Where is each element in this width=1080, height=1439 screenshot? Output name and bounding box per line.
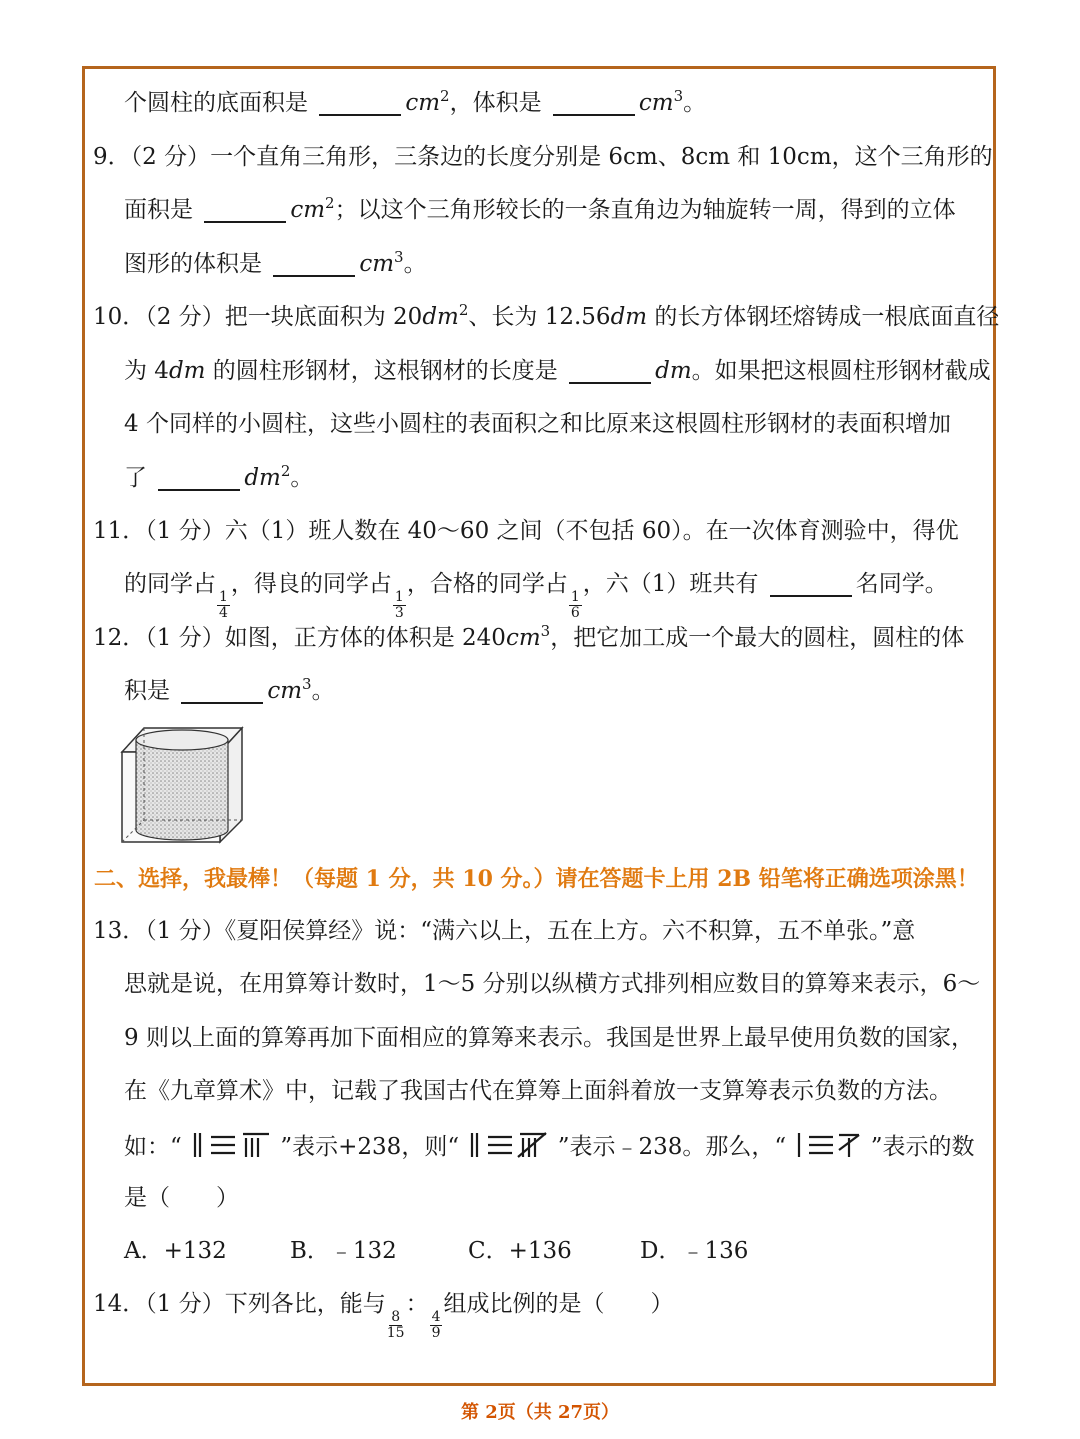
text: （2 分）把一块底面积为 20 — [145, 304, 423, 330]
option-d[interactable]: D．﹣136 — [640, 1238, 749, 1264]
answer-blank[interactable] — [553, 90, 635, 116]
option-c[interactable]: C．+136 — [468, 1238, 572, 1264]
q12-line1 — [93, 623, 964, 653]
fraction — [430, 1310, 443, 1341]
q8-tail — [124, 88, 706, 118]
q13-line1 — [93, 916, 915, 946]
text: 了 — [124, 465, 147, 491]
fraction — [393, 590, 406, 621]
q13-line6 — [124, 1183, 239, 1213]
text: 是（ ） — [124, 1185, 239, 1211]
q10-line1 — [93, 302, 999, 332]
question-number: 13． — [93, 918, 146, 944]
denominator: 15 — [386, 1325, 405, 1341]
text: 个圆柱的底面积是 — [124, 90, 308, 116]
counting-rods-question-icon — [793, 1130, 863, 1160]
option-b[interactable]: B．﹣132 — [290, 1238, 397, 1264]
text: 名同学。 — [855, 571, 948, 597]
q10-line4 — [124, 463, 313, 493]
page-footer: 第 2页（共 27页） — [460, 1402, 620, 1423]
text: 的长方体钢坯熔铸成一根底面直径 — [647, 304, 1000, 330]
text: 。如果把这根圆柱形钢材截成 — [691, 358, 991, 384]
q9-line1 — [93, 142, 993, 172]
option-a[interactable]: A．+132 — [124, 1238, 227, 1264]
exponent: 3 — [302, 675, 312, 693]
unit: cm — [638, 90, 674, 116]
text: ，体积是 — [449, 90, 542, 116]
text: 图形的体积是 — [124, 251, 262, 277]
text: ”表示+238，则“ — [280, 1134, 460, 1160]
text: 组成比例的是（ ） — [443, 1291, 674, 1317]
q10-line3 — [124, 409, 951, 439]
q9-line3 — [124, 249, 427, 279]
text: 。 — [311, 678, 335, 704]
text: ，六（1）班共有 — [582, 571, 759, 597]
denominator: 9 — [431, 1325, 441, 1341]
q13-line2 — [124, 969, 980, 999]
question-number: 10． — [93, 304, 146, 330]
unit: dm — [168, 358, 206, 384]
text: （1 分）六（1）班人数在 40～60 之间（不包括 60）。在一次体育测验中，得优 — [145, 518, 959, 544]
text: 的圆柱形钢材，这根钢材的长度是 — [205, 358, 558, 384]
text: 为 4 — [124, 358, 169, 384]
text: ，合格的同学占 — [406, 571, 568, 597]
cube-cylinder-figure — [116, 724, 246, 846]
fraction — [387, 1310, 405, 1341]
unit: cm — [359, 251, 395, 277]
unit: cm — [505, 625, 541, 651]
counting-rods-plus-238-icon — [189, 1130, 273, 1160]
exponent: 2 — [325, 194, 335, 212]
answer-blank[interactable] — [770, 571, 852, 597]
text: ”表示﹣238。那么，“ — [557, 1134, 787, 1160]
numerator: 1 — [570, 589, 580, 605]
text: 思就是说，在用算筹计数时，1～5 分别以纵横方式排列相应数目的算筹来表示，6～ — [124, 971, 981, 997]
q13-line4 — [124, 1076, 952, 1106]
text: ；以这个三角形较长的一条直角边为轴旋转一周，得到的立体 — [334, 197, 956, 223]
text: 的同学占 — [124, 571, 216, 597]
text: 、长为 12.56 — [468, 304, 611, 330]
answer-blank[interactable] — [181, 678, 263, 704]
q13-line3 — [124, 1023, 974, 1053]
unit: dm — [422, 304, 459, 330]
exponent: 2 — [440, 87, 450, 105]
exponent: 3 — [394, 248, 404, 266]
unit: cm — [405, 90, 441, 116]
text: 。 — [683, 90, 707, 116]
unit: cm — [267, 678, 303, 704]
text: 面积是 — [124, 197, 193, 223]
exponent: 3 — [673, 87, 684, 105]
text: ”表示的数 — [870, 1134, 975, 1160]
answer-blank[interactable] — [569, 358, 651, 384]
numerator: 4 — [431, 1309, 441, 1325]
denominator: 6 — [570, 605, 580, 621]
exponent: 3 — [540, 622, 551, 640]
fraction — [569, 590, 582, 621]
denominator: 3 — [394, 605, 404, 621]
text: 9 则以上面的算筹再加下面相应的算筹来表示。我国是世界上最早使用负数的国家， — [124, 1025, 974, 1051]
q12-line2 — [124, 676, 335, 706]
answer-blank[interactable] — [273, 251, 355, 277]
text: ，得良的同学占 — [230, 571, 392, 597]
text: 如：“ — [124, 1134, 182, 1160]
text: 积是 — [124, 678, 170, 704]
unit: dm — [655, 358, 692, 384]
question-number: 9． — [93, 144, 131, 170]
text: 。 — [290, 465, 314, 491]
text: ： — [405, 1291, 429, 1317]
exponent: 2 — [458, 301, 469, 319]
q9-line2 — [124, 195, 956, 225]
question-number: 11． — [93, 518, 146, 544]
q11-line2 — [124, 569, 948, 621]
text: （2 分）一个直角三角形，三条边的长度分别是 6cm、8cm 和 10cm，这个三角形的 — [130, 144, 993, 170]
q13-line5 — [124, 1130, 975, 1162]
answer-blank[interactable] — [319, 90, 401, 116]
section-heading: 二、选择，我最棒！（每题 1 分，共 10 分。）请在答题卡上用 2B 铅笔将正确选项涂黑！ — [94, 866, 979, 892]
text: 。 — [403, 251, 427, 277]
text: （1 分）如图，正方体的体积是 240 — [145, 625, 506, 651]
q10-line2 — [124, 356, 991, 386]
exponent: 2 — [280, 462, 291, 480]
text: 4 个同样的小圆柱，这些小圆柱的表面积之和比原来这根圆柱形钢材的表面积增加 — [124, 411, 951, 437]
text: 在《九章算术》中，记载了我国古代在算筹上面斜着放一支算筹表示负数的方法。 — [124, 1078, 952, 1104]
q14-line1 — [93, 1289, 673, 1341]
question-number: 14． — [93, 1291, 146, 1317]
fraction — [217, 590, 230, 621]
unit: dm — [610, 304, 648, 330]
text: （1 分）《夏阳侯算经》说：“满六以上，五在上方。六不积算，五不单张。”意 — [145, 918, 916, 944]
q11-line1 — [93, 516, 959, 546]
answer-blank[interactable] — [204, 197, 286, 223]
question-number: 12． — [93, 625, 146, 651]
unit: dm — [244, 465, 281, 491]
numerator: 8 — [391, 1309, 401, 1325]
unit: cm — [290, 197, 326, 223]
text: （1 分）下列各比，能与 — [145, 1291, 386, 1317]
numerator: 1 — [394, 589, 404, 605]
answer-blank[interactable] — [158, 465, 240, 491]
numerator: 1 — [219, 589, 228, 605]
counting-rods-minus-238-icon — [466, 1130, 550, 1160]
denominator: 4 — [219, 605, 228, 621]
text: ，把它加工成一个最大的圆柱，圆柱的体 — [550, 625, 965, 651]
